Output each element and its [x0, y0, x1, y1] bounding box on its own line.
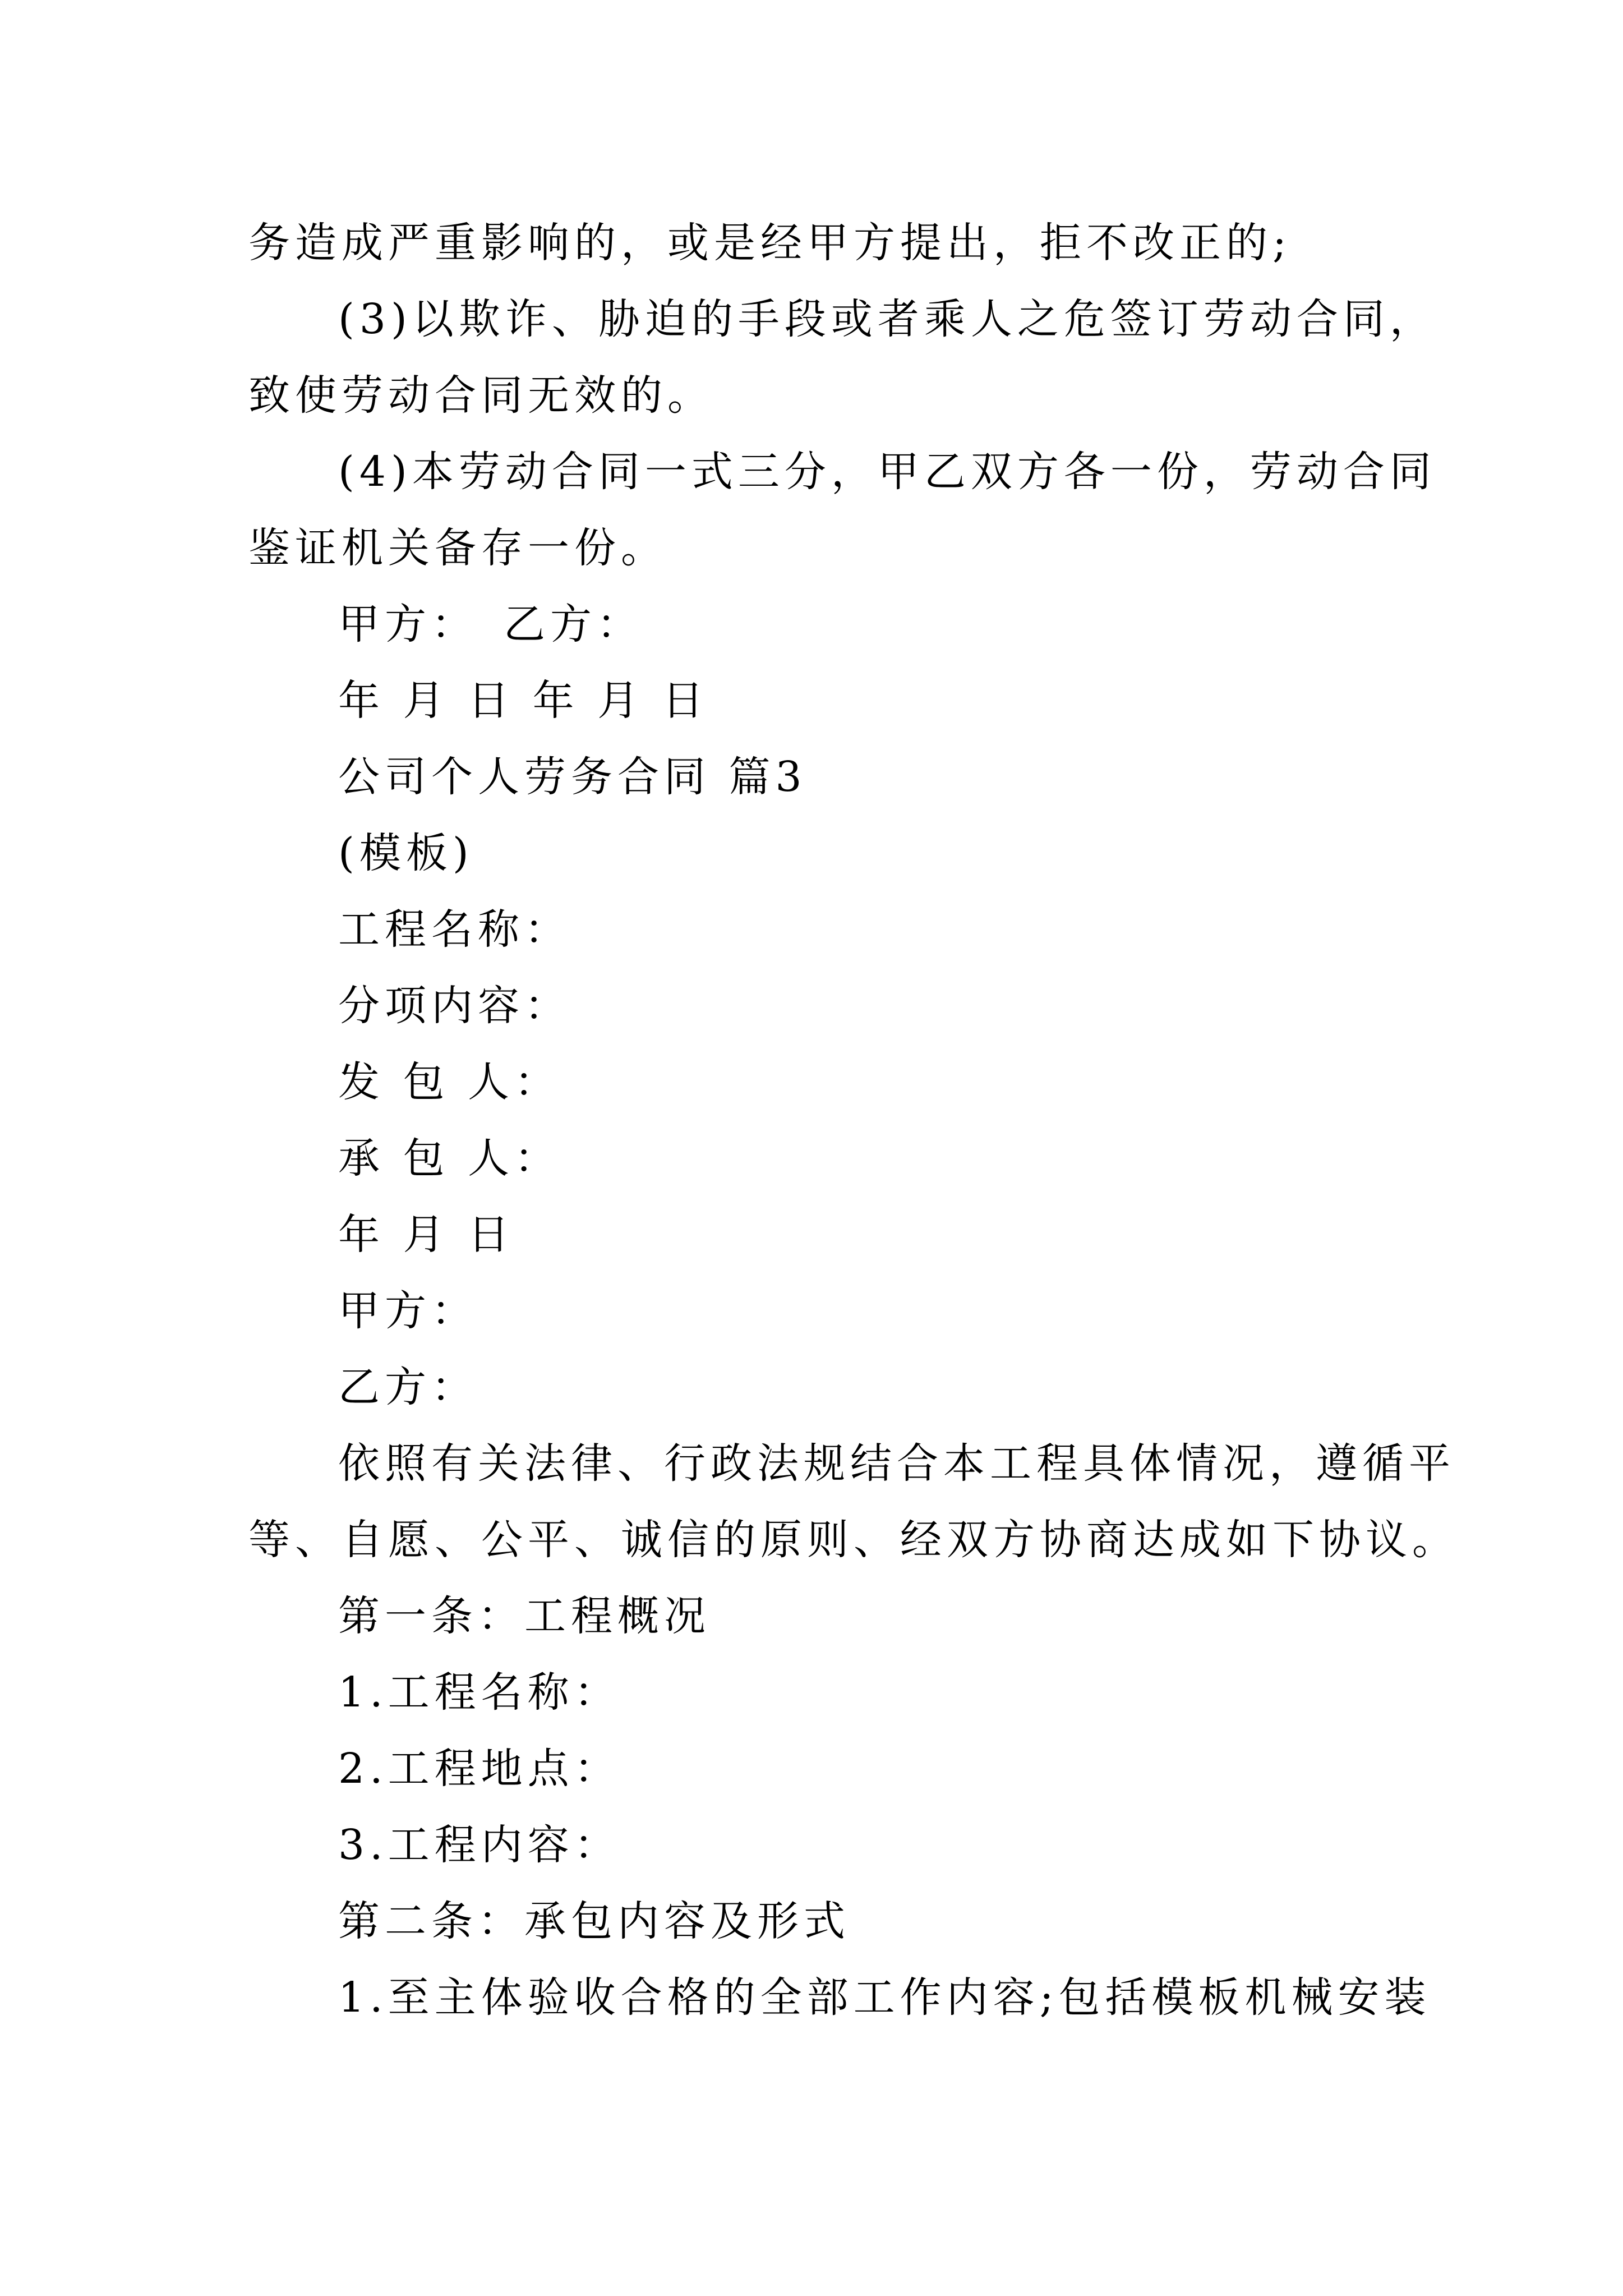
text-line: 3.工程内容：: [338, 1821, 621, 1869]
text-line: 务造成严重影响的，或是经甲方提出，拒不改正的;: [248, 219, 1292, 267]
section-heading: 公司个人劳务合同 篇3: [338, 753, 807, 801]
text-line: 2.工程地点：: [338, 1745, 621, 1793]
text-line: 第二条：承包内容及形式: [338, 1897, 850, 1945]
text-line: 发 包 人：: [338, 1058, 561, 1106]
text-line: 第一条：工程概况: [338, 1592, 711, 1640]
text-line: (4)本劳动合同一式三分，甲乙双方各一份，劳动合同: [338, 448, 1436, 496]
text-line: 承 包 人：: [338, 1134, 561, 1182]
text-line: 1.工程名称：: [338, 1668, 621, 1717]
text-line: 甲方：: [338, 1287, 478, 1335]
text-line: 年 月 日 年 月 日: [338, 677, 709, 725]
text-line: (3)以欺诈、胁迫的手段或者乘人之危签订劳动合同，: [338, 295, 1436, 343]
text-line: (模板): [338, 829, 474, 877]
text-line: 甲方： 乙方：: [338, 600, 643, 648]
text-line: 1.至主体验收合格的全部工作内容;包括模板机械安装: [338, 1973, 1431, 2022]
text-line: 致使劳动合同无效的。: [248, 371, 714, 420]
text-line: 分项内容：: [338, 982, 571, 1030]
text-line: 年 月 日: [338, 1211, 515, 1259]
text-line: 鉴证机关备存一份。: [248, 524, 667, 572]
text-line: 依照有关法律、行政法规结合本工程具体情况，遵循平: [338, 1439, 1455, 1488]
text-line: 等、自愿、公平、诚信的原则、经双方协商达成如下协议。: [248, 1516, 1459, 1564]
text-line: 工程名称：: [338, 905, 571, 954]
text-line: 乙方：: [338, 1363, 478, 1411]
